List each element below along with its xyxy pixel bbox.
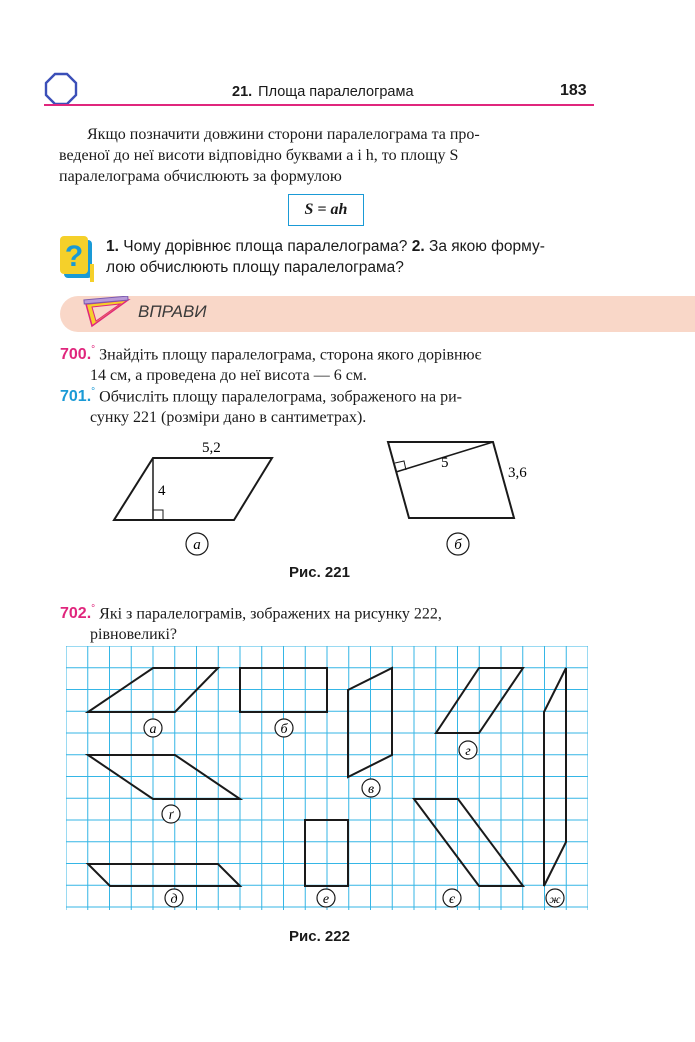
label-v: в bbox=[367, 782, 375, 797]
review-questions bbox=[106, 236, 596, 278]
label-side: 3,6 bbox=[508, 465, 527, 481]
exercise-701 bbox=[60, 382, 596, 428]
q1-number: 1. bbox=[106, 238, 119, 255]
exercise-text: Які з паралелограмів, зображених на рисунку 222, bbox=[99, 605, 442, 623]
exercise-text: сунку 221 (розміри дано в сантиметрах). bbox=[90, 409, 367, 427]
exercise-mark: ° bbox=[91, 387, 96, 398]
formula-box: S = ah bbox=[288, 194, 364, 226]
q2-number: 2. bbox=[411, 238, 425, 255]
exercise-mark: ° bbox=[91, 345, 96, 356]
exercise-702 bbox=[60, 599, 596, 645]
exercise-number: 700. bbox=[60, 346, 92, 364]
section-number: 21. bbox=[232, 84, 253, 100]
label-top-side: 5,2 bbox=[202, 440, 221, 456]
intro-line-1: Якщо позначити довжини сторони паралелограма та про- bbox=[87, 126, 480, 143]
shape-d bbox=[88, 864, 240, 886]
label-ye: є bbox=[448, 892, 456, 907]
label-a: а bbox=[193, 537, 201, 553]
intro-line-3: паралелограма обчислюють за формулою bbox=[59, 168, 342, 185]
exercise-text: рівновеликі? bbox=[90, 626, 177, 644]
questions-line-2: лою обчислюють площу паралелограма? bbox=[106, 259, 404, 276]
parallelogram-b bbox=[388, 442, 514, 518]
label-a: а bbox=[149, 722, 157, 737]
svg-text:?: ? bbox=[64, 240, 84, 273]
caption-222: Рис. 222 bbox=[289, 928, 350, 945]
exercise-text: 14 см, а проведена до неї висота — 6 см. bbox=[90, 367, 367, 385]
label-height: 4 bbox=[158, 483, 166, 499]
q1-text: Чому дорівнює площа паралелограма? bbox=[123, 238, 408, 255]
q2-text: За якою форму- bbox=[428, 238, 545, 255]
exercise-text: Знайдіть площу паралелограма, сторона якого дорівнює bbox=[99, 346, 482, 364]
exercise-text: Обчисліть площу паралелограма, зображеного на ри- bbox=[99, 388, 462, 406]
exercise-number: 702. bbox=[60, 605, 92, 623]
label-b: б bbox=[454, 537, 462, 553]
label-b: б bbox=[280, 722, 288, 737]
caption-221: Рис. 221 bbox=[289, 564, 350, 581]
shape-ye bbox=[414, 799, 523, 886]
question-icon bbox=[60, 236, 94, 286]
figure-221 bbox=[100, 430, 540, 565]
page-number: 183 bbox=[560, 82, 587, 99]
section-title-text: Площа паралелограма bbox=[258, 84, 414, 100]
label-g: г bbox=[465, 744, 471, 759]
exercises-heading: ВПРАВИ bbox=[138, 302, 207, 321]
intro-line-2: веденої до неї висоти відповідно буквами a і h, то площу S bbox=[59, 147, 459, 164]
exercise-mark: ° bbox=[91, 604, 96, 615]
label-gg: ґ bbox=[168, 808, 174, 823]
label-zh: ж bbox=[549, 892, 561, 906]
questions-line-1 bbox=[106, 236, 596, 257]
figure-222 bbox=[66, 646, 588, 910]
header-rule bbox=[44, 104, 594, 106]
intro-paragraph bbox=[59, 124, 595, 187]
label-e: е bbox=[322, 892, 330, 907]
label-diagonal-height: 5 bbox=[441, 455, 449, 471]
label-d: д bbox=[170, 892, 178, 907]
exercise-number: 701. bbox=[60, 388, 92, 406]
section-title bbox=[232, 84, 414, 100]
exercise-700 bbox=[60, 340, 596, 386]
octagon-icon bbox=[44, 72, 78, 106]
ruler-pencil-icon bbox=[82, 296, 132, 332]
parallelogram-a bbox=[114, 458, 272, 520]
